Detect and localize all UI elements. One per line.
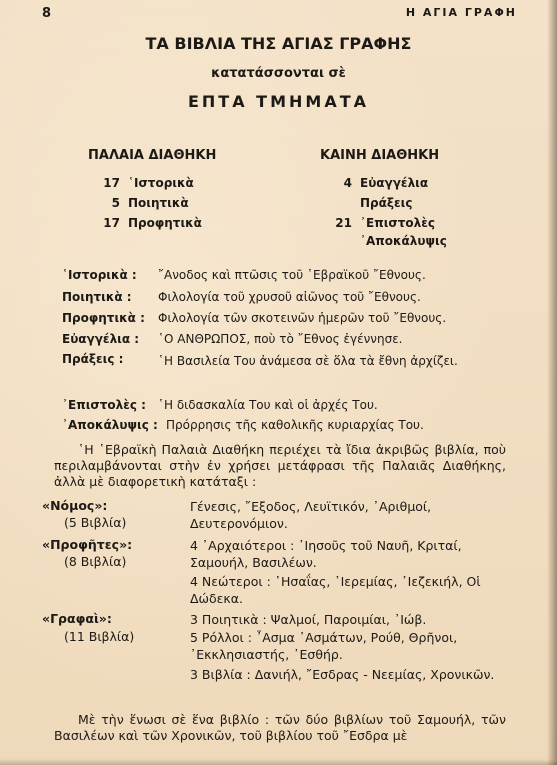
group-content: 4 Νεώτεροι : ῾Ησαΐας, ῾Ιερεμίας, ᾿Ιεζεκιήλ, Οἱ Δώδεκα.: [190, 574, 481, 606]
section-name: Πράξεις: [360, 196, 413, 210]
new-section-row: [330, 234, 447, 248]
old-section-row: [98, 176, 194, 190]
new-testament-heading: ΚΑΙΝΗ ΔΙΑΘΗΚΗ: [320, 148, 440, 163]
group-content: 3 Ποιητικὰ : Ψαλμοί, Παροιμίαι, ᾿Ιώβ.: [190, 612, 427, 627]
section-name: ᾿Αποκάλυψις: [360, 234, 447, 248]
group-count-grafai: (11 Βιβλία): [64, 629, 135, 644]
section-count: 21: [335, 216, 352, 230]
definition-text: Πρόρρησις τῆς καθολικῆς κυριαρχίας Του.: [166, 418, 424, 432]
section-name: ᾿Επιστολὲς: [360, 216, 435, 230]
definition-text: ῾Η Βασιλεία Του ἀνάμεσα σὲ ὅλα τὰ ἔθνη ἀρχίζει.: [158, 354, 458, 368]
old-testament-heading: ΠΑΛΑΙΑ ΔΙΑΘΗΚΗ: [88, 148, 217, 163]
section-name: Εὐαγγέλια: [360, 176, 429, 190]
section-count: 4: [343, 176, 352, 190]
definition-row: [62, 332, 403, 346]
running-head: Η ΑΓΙΑ ΓΡΑΦΗ: [405, 6, 517, 19]
definition-term: Πράξεις :: [62, 352, 124, 366]
page-subtitle: κατατάσσονται σὲ: [211, 66, 346, 81]
group-content: 3 Βιβλία : Δανιήλ, ῎Εσδρας - Νεεμίας, Χρονικῶν.: [190, 667, 495, 682]
group-count-profites: (8 Βιβλία): [64, 554, 127, 569]
definition-row: [62, 311, 446, 325]
new-section-row: [330, 196, 412, 210]
section-name: ῾Ιστορικὰ: [128, 176, 194, 190]
definition-term: Εὐαγγέλια :: [62, 332, 140, 346]
definition-row: [62, 268, 426, 282]
definition-row: [62, 290, 421, 304]
body-paragraph: Μὲ τὴν ἕνωσι σὲ ἕνα βιβλίο : τῶν δύο βιβλίων τοῦ Σαμουήλ, τῶν Βασιλέων καὶ τῶν Χρονικῶν, τοῦ βιβλίου τοῦ ῎Εσδρα μὲ: [54, 712, 506, 743]
group-content: 4 ᾿Αρχαιότεροι : ᾿Ιησοῦς τοῦ Ναυῆ, Κριταί, Σαμουήλ, Βασιλέων.: [190, 538, 462, 570]
group-content: Γένεσις, ῎Εξοδος, Λευϊτικόν, ᾿Αριθμοί, Δευτερονόμιον.: [190, 499, 432, 531]
old-section-row: [98, 216, 202, 230]
definition-text: ῾Η διδασκαλία Του καὶ οἱ ἀρχές Του.: [158, 398, 378, 412]
section-count: 17: [103, 176, 120, 190]
page-title: ΤΑ ΒΙΒΛΙΑ ΤΗΣ ΑΓΙΑΣ ΓΡΑΦΗΣ: [145, 34, 412, 53]
page-number: 8: [42, 6, 52, 21]
group-name-grafai: «Γραφαὶ»:: [42, 611, 112, 626]
definition-text: ῎Ανοδος καὶ πτῶσις τοῦ ῾Εβραϊκοῦ ῎Εθνους.: [158, 268, 426, 282]
definition-text: Φιλολογία τοῦ χρυσοῦ αἰῶνος τοῦ ῎Εθνους.: [158, 290, 421, 304]
new-section-row: [330, 176, 428, 190]
page-edge-shadow: [547, 0, 557, 765]
definition-term: ῾Ιστορικὰ :: [62, 268, 137, 282]
body-paragraph: ῾Η ῾Εβραϊκὴ Παλαιὰ Διαθήκη περιέχει τὰ ἴδια ἀκριβῶς βιβλία, ποὺ περιλαμβάνονται στὴν ἐν χρήσει μετάφρασι τῆς Παλαιᾶς Διαθήκης, ἀλλὰ μὲ διαφορετικὴ κατάταξι :: [54, 442, 506, 489]
definition-text: ῾Ο ΑΝΘΡΩΠΟΣ, ποὺ τὸ ῎Εθνος ἐγέννησε.: [158, 332, 403, 346]
definition-row: [62, 352, 493, 370]
new-section-row: [330, 216, 435, 230]
definition-term: ᾿Επιστολὲς :: [62, 398, 146, 412]
group-count-nomos: (5 Βιβλία): [64, 515, 127, 530]
section-name: Ποιητικὰ: [128, 196, 189, 210]
group-content: 5 Ρόλλοι : ῏Ασμα ᾿Ασμάτων, Ρούθ, Θρῆνοι, ᾿Εκκλησιαστής, ᾿Εσθήρ.: [190, 630, 458, 662]
definition-row: [62, 398, 378, 412]
page-subtitle-2: ΕΠΤΑ ΤΜΗΜΑΤΑ: [187, 92, 369, 111]
group-name-nomos: «Νόμος»:: [42, 498, 108, 513]
definition-text: Φιλολογία τῶν σκοτεινῶν ἡμερῶν τοῦ ῎Εθνους.: [158, 311, 447, 325]
section-count: 5: [111, 196, 120, 210]
definition-term: ᾿Αποκάλυψις :: [62, 418, 158, 432]
definition-row: [62, 418, 424, 432]
definition-term: Προφητικὰ :: [62, 311, 145, 325]
group-name-profites: «Προφῆτες»:: [42, 537, 133, 552]
definition-term: Ποιητικὰ :: [62, 290, 132, 304]
page-edge-shadow: [0, 759, 557, 765]
old-section-row: [98, 196, 189, 210]
section-count: 17: [103, 216, 120, 230]
section-name: Προφητικὰ: [128, 216, 202, 230]
